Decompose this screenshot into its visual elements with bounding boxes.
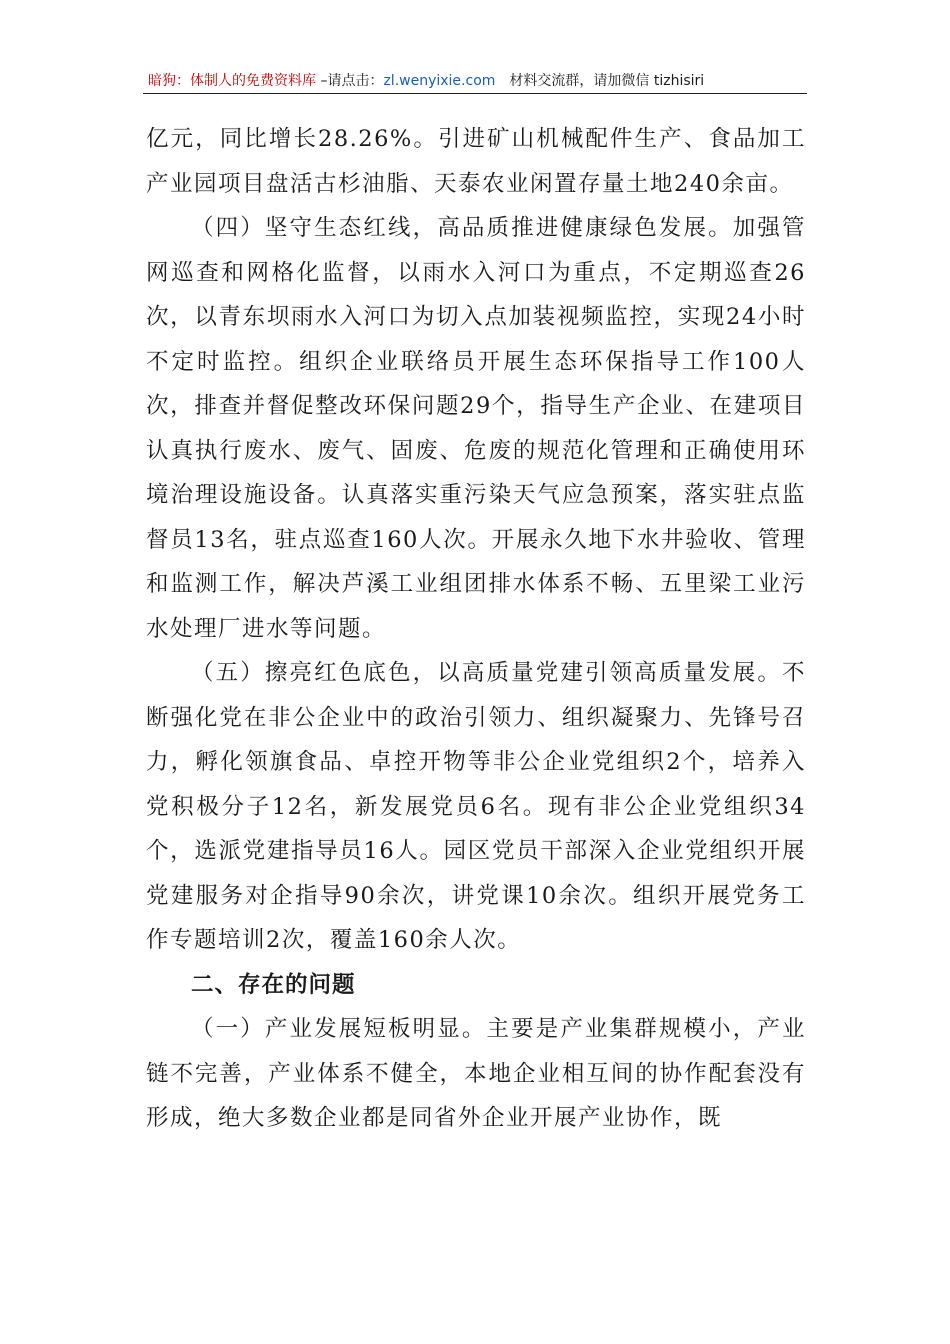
header-url-link[interactable]: zl.wenyixie.com [383, 73, 496, 89]
document-body [146, 117, 806, 1141]
paragraph-ecology: （四）坚守生态红线，高品质推进健康绿色发展。加强管网巡查和网格化监督，以雨水入河口为重点，不定期巡查26次，以青东坝雨水入河口为切入点加装视频监控，实现24小时不定时监控。组织企业联络员开展生态环保指导工作100人次，排查并督促整改环保问题29个，指导生产企业、在建项目认真执行废水、废气、固废、危废的规范化管理和正确使用环境治理设施设备。认真落实重污染天气应急预案，落实驻点监督员13名，驻点巡查160人次。开展永久地下水井验收、管理和监测工作，解决芦溪工业组团排水体系不畅、五里梁工业污水处理厂进水等问题。 [146, 215, 806, 642]
paragraph-problems: （一）产业发展短板明显。主要是产业集群规模小，产业链不完善，产业体系不健全，本地企业相互间的协作配套没有形成，绝大多数企业都是同省外企业开展产业协作，既 [146, 1016, 806, 1131]
paragraph-continued: 亿元，同比增长28.26%。引进矿山机械配件生产、食品加工产业园项目盘活古杉油脂、天泰农业闲置存量土地240余亩。 [146, 126, 806, 197]
header-brand: 暗狗：体制人的免费资料库 [148, 73, 316, 89]
page-header [148, 66, 806, 96]
section-heading: 二、存在的问题 [191, 971, 356, 998]
header-divider [143, 93, 807, 94]
header-wechat-note: 材料交流群，请加微信 tizhisiri [509, 73, 705, 89]
header-click-prompt: –请点击： [316, 73, 384, 89]
paragraph-party-building: （五）擦亮红色底色，以高质量党建引领高质量发展。不断强化党在非公企业中的政治引领力、组织凝聚力、先锋号召力，孵化领旗食品、卓控开物等非公企业党组织2个，培养入党积极分子12名，新发展党员6名。现有非公企业党组织34个，选派党建指导员16人。园区党员干部深入企业党组织开展党建服务对企指导90余次，讲党课10余次。组织开展党务工作专题培训2次，覆盖160余人次。 [146, 660, 806, 953]
